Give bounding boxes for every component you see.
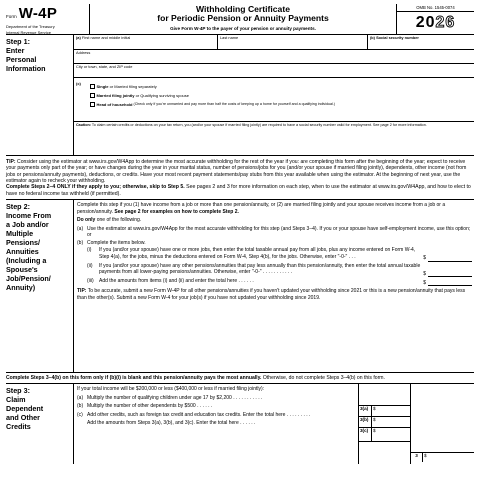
step2-heading-line: Job/Pension/ [6,274,51,284]
complete-steps-2-4 [6,184,474,200]
step2-intro-text: Complete this step if you (1) have income from a job or more than one pension/annuity, or (2) are married filing jointly and your spouse receives income from a job or a pension/annuity. [77,202,446,215]
ssn-letter: (b) [370,35,375,40]
form-instruction: Give Form W-4P to the payer of your pension or annuity payments. [170,25,316,31]
step2-item-i [87,247,472,260]
caution-note [74,122,474,129]
do-only-bold: Do only [77,217,96,224]
item-iii-label: (iii) [87,278,94,285]
complete-34-bold: Complete Steps 3–4(b) on this form only if (b)(i) is blank and this pension/annuity pays the most annually. [6,375,262,382]
address-label: Address [76,50,91,55]
field-a-label: (a) [76,35,81,40]
tip-label: TIP: [6,159,16,165]
step2-item-ii [87,263,472,276]
dollar-sign: $ [373,417,376,423]
step1-section [6,35,474,156]
step2-heading-line: Step 2: [6,202,30,212]
dollar-sign: $ [373,428,376,434]
option-b-text: Complete the items below. [87,239,146,246]
step3-section [6,384,474,464]
first-name-field[interactable] [74,35,218,49]
step2-intro [77,202,472,215]
step3-heading-line: Step 3: [6,386,30,396]
step3-total-column [410,384,474,464]
step2-heading [6,200,74,372]
checkbox[interactable] [90,93,95,98]
step2-option-b [77,240,472,247]
step3-amount-boxes [358,384,410,464]
name-row [74,35,474,50]
step3-body [74,384,474,464]
tip-paragraph [6,156,474,184]
dollar-sign: $ [424,453,427,459]
line-b-label: (b) [77,403,84,410]
service-text: Internal Revenue Service [6,29,51,35]
first-name-label: First name and middle initial [81,35,131,40]
step2-tip-label: TIP: [77,288,87,295]
step2-heading-line: Spouse's [6,265,38,275]
item-i-text: If you (and/or your spouse) have one or more jobs, then enter the total taxable annual pay from all jobs, plus any income entered on Form W-4, Step 4(a), for the jobs, minus the deductions entered on Form W-4, Step 4(b), for the jobs. Otherwise, enter "-0-" . . . [99,247,416,260]
step2-heading-line: Annuity) [6,283,36,293]
complete-24-rest: See pages 2 and 3 for more information on each step, when to use the estimator at www.irs.gov/W4App, and how to elect to have no federal income tax withheld (if permitted). [6,184,471,197]
dollar-sign: $ [373,406,376,412]
line-a-text: Multiply the number of qualifying children under age 17 by $2,200 . . . . . . . . . . . [87,394,263,401]
do-only-line [77,217,472,224]
item-i-label: (i) [87,247,92,254]
step3-lines [74,384,358,464]
checkbox[interactable] [90,102,95,107]
filing-option-hoh[interactable] [74,100,474,109]
tax-year [397,13,474,33]
box-3-label: 3 [411,453,423,462]
line-b-text: Multiply the number of other dependents by $500 . . . . . . [87,403,213,410]
caution-label: Caution: [76,123,91,127]
item-ii-label: (ii) [87,262,93,269]
step1-heading-line: Step 1: [6,37,30,46]
form-title-block [90,4,396,34]
step3-heading [6,384,74,464]
step2-tip-text: To be accurate, submit a new Form W-4P for all other pensions/annuities if you haven't updated your withholding since 2021 or this is a new pension/annuity that pays less than the other(s). Submit a new Form W-4 for your job(s) if you have not updated your withholding since 2019. [77,288,466,301]
department-text: Department of the Treasury [6,23,55,29]
ssn-field[interactable] [368,35,474,49]
step1-heading-line: Personal [6,55,37,64]
line-a-label: (a) [77,394,84,401]
box-3a[interactable] [359,406,410,417]
tax-year-suffix: 26 [435,14,456,32]
box-3b[interactable] [359,417,410,428]
step2-body [74,200,474,372]
step3-intro: If your total income will be $200,000 or less ($400,000 or less if married filing jointly): [77,386,265,393]
option-b-label: (b) [77,239,84,246]
line-c-label: (c) [77,411,83,418]
filing-option-rest: or Qualifying surviving spouse [134,93,189,98]
tax-year-prefix: 20 [415,14,436,32]
city-label: City or town, state, and ZIP code [76,64,133,69]
box-3a-label: 3(a) [359,406,372,416]
filing-option-label: Single [96,84,109,89]
step2-item-iii [87,278,472,285]
filing-status-group [74,78,474,122]
box-spacer [359,384,410,406]
filing-option-rest: or Married filing separately [108,84,157,89]
form-title-line2: for Periodic Pension or Annuity Payments [157,13,329,24]
step1-heading [6,35,74,155]
filing-option-label: Married filing jointly [96,93,135,98]
caution-text: To claim certain credits or deductions on your tax return, you (and/or your spouse if married filing jointly) are required to have a social security number valid for employment. See page 2 for more information. [90,123,427,127]
filing-option-single[interactable] [74,82,474,91]
step1-heading-line: Enter [6,46,25,55]
last-name-field[interactable] [218,35,368,49]
dollar-sign: $ [423,279,426,286]
form-number: W-4P [18,5,58,22]
form-word: Form [6,14,17,19]
filing-option-married[interactable] [74,91,474,100]
complete-steps-3-4b [6,373,474,384]
complete-24-bold: Complete Steps 2–4 ONLY if they apply to you; otherwise, skip to Step 5. [6,184,185,191]
dollar-sign: $ [423,255,426,262]
do-only-rest: one of the following. [95,217,142,224]
step3-line-c [77,412,355,419]
checkbox[interactable] [90,84,95,89]
filing-option-label: Head of household [96,102,133,107]
form-id-block [6,4,90,34]
tip-text: Consider using the estimator at www.irs.gov/W4App to determine the most accurate withholding for the rest of the year if you: are completing this form after the beginning of the year; expect to receive your payments only part of the year; or have changes during the year in your marital status, number of pensions/jobs for you (and/or your spouse if married filing jointly), dependents, other income (not from jobs or pensions/annuity payments), deductions, or credits. Have your most recent payment statements/pay stubs from this year available when using the estimator. At the beginning of next year, use the estimator again to recheck your withholding. [6,159,467,184]
step3-heading-line: and Other [6,413,40,423]
omb-year-block [396,4,474,34]
box-3-total[interactable] [411,452,474,462]
address-field[interactable] [74,50,474,64]
option-a-text: Use the estimator at www.irs.gov/W4App for the most accurate withholding for this step (and Steps 3–4). If you or your spouse have self-employment income, use this option; or [87,225,471,239]
step2-heading-line: Income From [6,211,52,221]
step2-heading-line: (Including a [6,256,47,266]
step2-heading-line: Multiple [6,229,34,239]
ssn-label: Social security number [376,35,419,40]
step3-heading-line: Credits [6,422,31,432]
step1-fields [74,35,474,155]
step3-heading-line: Claim [6,395,26,405]
step2-intro-bold: See page 2 for examples on how to complete Step 2. [113,208,239,215]
step3-heading-line: Dependent [6,404,44,414]
box-3c[interactable] [359,428,410,442]
filing-option-rest: (Check only if you're unmarried and pay more than half the costs of keeping up a home for yourself and a qualifying individual.) [132,102,335,107]
step2-section [6,200,474,373]
item-iii-text: Add the amounts from items (i) and (ii) and enter the total here . . . . . . [99,278,254,285]
amount-line[interactable] [428,279,472,287]
city-field[interactable] [74,64,474,78]
step2-option-a [77,226,472,239]
dollar-sign: $ [423,270,426,277]
box-3c-label: 3(c) [359,428,372,441]
step2-heading-line: Annuities [6,247,39,257]
omb-number: OMB No. 1545-0074 [397,4,474,12]
last-name-label: Last name [220,35,239,40]
form-header [6,4,474,35]
complete-34-rest: Otherwise, do not complete Steps 3–4(b) on this form. [261,375,385,382]
item-ii-text: If you (and/or your spouse) have any other pensions/annuities that pay less annually than this pension/annuity, then enter the total annual taxable payments from all lower-paying pensions/annuities. Otherwise, enter "-0-" . . . . . . . . . . . [99,262,421,276]
step1-heading-line: Information [6,64,46,73]
form-title-line1: Withholding Certificate [196,4,290,14]
amount-line[interactable] [428,254,472,262]
line-c-text: Add other credits, such as foreign tax credit and education tax credits. Enter the total here . . . . . . . . . [87,411,311,418]
option-a-label: (a) [77,225,84,232]
step3-line-b [77,403,355,410]
step3-line-a [77,395,355,402]
box-3b-label: 3(b) [359,417,372,427]
filing-status-letter: (c) [76,81,81,86]
step2-tip [77,288,472,301]
amount-line[interactable] [428,270,472,278]
step2-heading-line: a Job and/or [6,220,49,230]
step3-total-text: Add the amounts from Steps 3(a), 3(b), and 3(c). Enter the total here . . . . . . [87,420,256,427]
step2-heading-line: Pensions/ [6,238,40,248]
